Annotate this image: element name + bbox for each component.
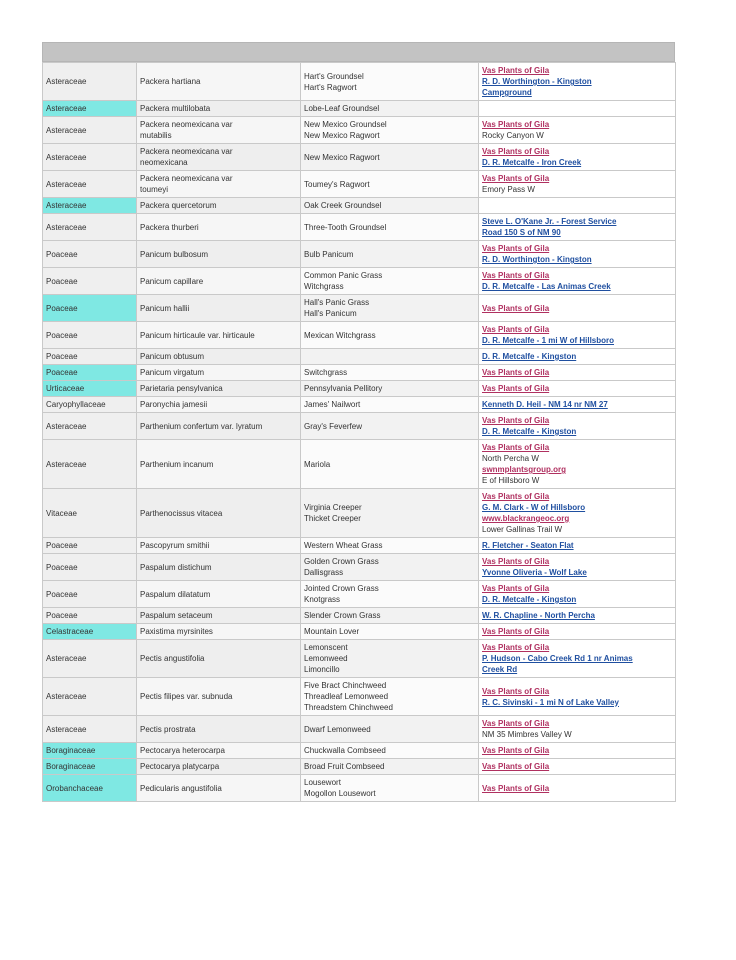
common-name-line: Common Panic Grass	[304, 271, 383, 280]
common-name-line: Three-Tooth Groundsel	[304, 222, 387, 232]
table-row	[43, 397, 676, 413]
common-name-cell	[301, 775, 479, 802]
common-name-cell	[301, 554, 479, 581]
common-name-cell	[301, 716, 479, 743]
family-cell: Asteraceae	[43, 716, 137, 743]
common-name-cell	[301, 608, 479, 624]
family-cell: Asteraceae	[43, 214, 137, 241]
reference-cell	[479, 640, 676, 678]
common-name-line: Threadleaf Lemonweed	[304, 692, 389, 701]
common-name-line: Oak Creek Groundsel	[304, 201, 382, 210]
table-row	[43, 295, 676, 322]
reference-cell	[479, 554, 676, 581]
reference-link[interactable]: Vas Plants of Gila	[482, 174, 550, 183]
family-cell: Asteraceae	[43, 440, 137, 489]
family-cell: Poaceae	[43, 554, 137, 581]
reference-link[interactable]: G. M. Clark - W of Hillsboro	[482, 503, 586, 512]
family-cell: Poaceae	[43, 241, 137, 268]
reference-cell	[479, 101, 676, 117]
table-row	[43, 624, 676, 640]
reference-link[interactable]: D. R. Metcalfe - Kingston	[482, 352, 577, 361]
reference-cell	[479, 581, 676, 608]
common-name-cell	[301, 144, 479, 171]
reference-link[interactable]: Creek Rd	[482, 665, 518, 674]
table-row	[43, 581, 676, 608]
reference-cell	[479, 198, 676, 214]
reference-cell	[479, 117, 676, 144]
table-row	[43, 144, 676, 171]
common-name-line: James' Nailwort	[304, 400, 361, 409]
scientific-name-line: Paxistima myrsinites	[140, 627, 213, 636]
scientific-name-cell	[137, 349, 301, 365]
scientific-name-line: Paspalum setaceum	[140, 611, 213, 620]
common-name-line: Hart's Ragwort	[304, 82, 357, 92]
reference-link[interactable]: Vas Plants of Gila	[482, 416, 550, 425]
scientific-name-cell	[137, 743, 301, 759]
table-row	[43, 198, 676, 214]
common-name-line: Lemonscent	[304, 643, 348, 652]
common-name-line: Slender Crown Grass	[304, 611, 381, 620]
scientific-name-cell	[137, 678, 301, 716]
table-row	[43, 63, 676, 101]
reference-cell	[479, 241, 676, 268]
family-cell: Vitaceae	[43, 489, 137, 538]
reference-link[interactable]: P. Hudson - Cabo Creek Rd 1 nr Animas	[482, 654, 633, 663]
table-row	[43, 413, 676, 440]
common-name-line: New Mexico Ragwort	[304, 131, 380, 140]
reference-cell	[479, 608, 676, 624]
reference-link[interactable]: Vas Plants of Gila	[482, 643, 550, 652]
family-cell: Asteraceae	[43, 144, 137, 171]
scientific-name-cell	[137, 214, 301, 241]
reference-link[interactable]: Yvonne Oliveria - Wolf Lake	[482, 568, 587, 577]
scientific-name-line: Parthenium confertum var. lyratum	[140, 421, 263, 431]
reference-link[interactable]: R. Fletcher - Seaton Flat	[482, 541, 574, 550]
reference-text: North Percha W	[482, 454, 539, 463]
reference-cell	[479, 381, 676, 397]
table-row	[43, 759, 676, 775]
reference-cell	[479, 413, 676, 440]
scientific-name-cell	[137, 489, 301, 538]
family-cell: Asteraceae	[43, 63, 137, 101]
reference-cell	[479, 538, 676, 554]
scientific-name-line: Paronychia jamesii	[140, 400, 208, 409]
common-name-cell	[301, 365, 479, 381]
reference-link[interactable]: Steve L. O'Kane Jr. - Forest Service	[482, 217, 617, 226]
table-row	[43, 538, 676, 554]
reference-link[interactable]: D. R. Metcalfe - Iron Creek	[482, 158, 582, 167]
reference-cell	[479, 63, 676, 101]
table-row	[43, 365, 676, 381]
table-row	[43, 678, 676, 716]
scientific-name-line: Panicum virgatum	[140, 368, 205, 377]
reference-cell	[479, 624, 676, 640]
reference-link[interactable]: Vas Plants of Gila	[482, 492, 550, 501]
family-cell: Asteraceae	[43, 678, 137, 716]
common-name-cell	[301, 268, 479, 295]
scientific-name-line: Paspalum distichum	[140, 562, 212, 572]
common-name-cell	[301, 198, 479, 214]
scientific-name-line: Panicum capillare	[140, 276, 204, 286]
reference-link[interactable]: www.blackrangeoc.org	[482, 514, 570, 523]
table-row	[43, 349, 676, 365]
reference-cell	[479, 144, 676, 171]
common-name-cell	[301, 538, 479, 554]
scientific-name-cell	[137, 117, 301, 144]
common-name-line: Hart's Groundsel	[304, 71, 364, 81]
common-name-line: Toumey's Ragwort	[304, 179, 370, 189]
common-name-cell	[301, 397, 479, 413]
reference-link[interactable]: Vas Plants of Gila	[482, 147, 550, 156]
family-cell: Poaceae	[43, 608, 137, 624]
species-table	[42, 62, 676, 802]
common-name-line: Gray's Feverfew	[304, 421, 362, 431]
reference-cell	[479, 716, 676, 743]
common-name-line: Jointed Crown Grass	[304, 584, 379, 593]
family-cell: Urticaceae	[43, 381, 137, 397]
table-row	[43, 743, 676, 759]
table-row	[43, 268, 676, 295]
common-name-line: Mountain Lover	[304, 627, 360, 636]
scientific-name-cell	[137, 640, 301, 678]
reference-cell	[479, 365, 676, 381]
reference-text: Rocky Canyon W	[482, 131, 544, 140]
table-row	[43, 775, 676, 802]
table-row	[43, 171, 676, 198]
scientific-name-line: Pectis filipes var. subnuda	[140, 692, 233, 701]
reference-link[interactable]: swnmplantsgroup.org	[482, 465, 566, 474]
reference-cell	[479, 489, 676, 538]
reference-link[interactable]: Vas Plants of Gila	[482, 746, 550, 755]
family-cell: Asteraceae	[43, 198, 137, 214]
reference-cell	[479, 349, 676, 365]
table-body	[43, 63, 676, 802]
reference-cell	[479, 322, 676, 349]
scientific-name-cell	[137, 241, 301, 268]
family-cell: Poaceae	[43, 538, 137, 554]
scientific-name-cell	[137, 198, 301, 214]
reference-cell	[479, 171, 676, 198]
reference-link[interactable]: R. D. Worthington - Kingston	[482, 77, 592, 86]
scientific-name-line: Panicum obtusum	[140, 352, 205, 361]
common-name-line: Hall's Panicum	[304, 309, 357, 318]
scientific-name-line: Packera neomexicana var	[140, 147, 233, 156]
reference-cell	[479, 295, 676, 322]
common-name-line: Broad Fruit Combseed	[304, 762, 385, 771]
scientific-name-cell	[137, 268, 301, 295]
scientific-name-line: Panicum hallii	[140, 303, 190, 313]
scientific-name-cell	[137, 365, 301, 381]
family-cell: Asteraceae	[43, 640, 137, 678]
scientific-name-line: Packera quercetorum	[140, 201, 217, 210]
common-name-line: Bulb Panicum	[304, 249, 354, 259]
reference-link[interactable]: Vas Plants of Gila	[482, 783, 550, 793]
common-name-cell	[301, 349, 479, 365]
scientific-name-cell	[137, 538, 301, 554]
reference-cell	[479, 397, 676, 413]
reference-link[interactable]: R. C. Sivinski - 1 mi N of Lake Valley	[482, 697, 619, 707]
scientific-name-cell	[137, 554, 301, 581]
reference-link[interactable]: Vas Plants of Gila	[482, 443, 550, 452]
reference-link[interactable]: Campground	[482, 88, 532, 97]
scientific-name-line: Packera neomexicana var	[140, 120, 233, 129]
scientific-name-line: Paspalum dilatatum	[140, 589, 211, 599]
scientific-name-line: Panicum bulbosum	[140, 249, 209, 259]
common-name-line: New Mexico Ragwort	[304, 152, 380, 162]
scientific-name-cell	[137, 624, 301, 640]
scientific-name-line: Packera multilobata	[140, 104, 211, 113]
table-row	[43, 440, 676, 489]
reference-text: Lower Gallinas Trail W	[482, 525, 563, 534]
reference-link[interactable]: D. R. Metcalfe - Las Animas Creek	[482, 282, 611, 291]
reference-link[interactable]: Vas Plants of Gila	[482, 368, 550, 377]
family-cell: Poaceae	[43, 581, 137, 608]
header-bar	[42, 42, 675, 62]
family-cell: Boraginaceae	[43, 759, 137, 775]
common-name-line: Golden Crown Grass	[304, 557, 379, 566]
family-cell: Asteraceae	[43, 171, 137, 198]
common-name-cell	[301, 743, 479, 759]
common-name-cell	[301, 214, 479, 241]
common-name-cell	[301, 678, 479, 716]
common-name-line: Witchgrass	[304, 282, 344, 291]
scientific-name-line: Parthenocissus vitacea	[140, 508, 223, 518]
common-name-line: Virginia Creeper	[304, 503, 362, 512]
scientific-name-line: Parthenium incanum	[140, 459, 214, 469]
reference-text: E of Hillsboro W	[482, 476, 540, 485]
common-name-cell	[301, 581, 479, 608]
scientific-name-line: Pectocarya heterocarpa	[140, 746, 225, 755]
reference-link[interactable]: Vas Plants of Gila	[482, 244, 550, 253]
scientific-name-cell	[137, 581, 301, 608]
common-name-line: Knotgrass	[304, 595, 341, 604]
common-name-cell	[301, 295, 479, 322]
table-row	[43, 322, 676, 349]
reference-cell	[479, 775, 676, 802]
common-name-line: Mogollon Lousewort	[304, 789, 376, 798]
common-name-cell	[301, 171, 479, 198]
scientific-name-cell	[137, 397, 301, 413]
reference-cell	[479, 268, 676, 295]
reference-text: Emory Pass W	[482, 185, 535, 194]
common-name-cell	[301, 640, 479, 678]
family-cell: Boraginaceae	[43, 743, 137, 759]
common-name-line: Lobe-Leaf Groundsel	[304, 104, 380, 113]
common-name-cell	[301, 101, 479, 117]
scientific-name-line: Parietaria pensylvanica	[140, 384, 223, 393]
reference-link[interactable]: Vas Plants of Gila	[482, 762, 550, 771]
table-row	[43, 241, 676, 268]
common-name-line: Thicket Creeper	[304, 514, 361, 523]
scientific-name-cell	[137, 716, 301, 743]
reference-cell	[479, 743, 676, 759]
reference-link[interactable]: Vas Plants of Gila	[482, 271, 550, 280]
scientific-name-cell	[137, 171, 301, 198]
family-cell: Asteraceae	[43, 101, 137, 117]
scientific-name-line: Packera neomexicana var	[140, 174, 233, 183]
reference-link[interactable]: Vas Plants of Gila	[482, 303, 550, 313]
scientific-name-cell	[137, 608, 301, 624]
common-name-line: Lousewort	[304, 778, 341, 787]
scientific-name-cell	[137, 381, 301, 397]
common-name-cell	[301, 489, 479, 538]
common-name-line: Mariola	[304, 459, 331, 469]
reference-cell	[479, 440, 676, 489]
reference-link[interactable]: W. R. Chapline - North Percha	[482, 611, 595, 620]
scientific-name-line: neomexicana	[140, 158, 188, 167]
common-name-line: Lemonweed	[304, 654, 348, 663]
reference-link[interactable]: Kenneth D. Heil - NM 14 nr NM 27	[482, 400, 608, 409]
scientific-name-cell	[137, 144, 301, 171]
family-cell: Poaceae	[43, 349, 137, 365]
scientific-name-cell	[137, 101, 301, 117]
reference-link[interactable]: Vas Plants of Gila	[482, 120, 550, 129]
reference-link[interactable]: R. D. Worthington - Kingston	[482, 255, 592, 264]
common-name-line: Pennsylvania Pellitory	[304, 384, 383, 393]
scientific-name-cell	[137, 322, 301, 349]
family-cell: Caryophyllaceae	[43, 397, 137, 413]
reference-cell	[479, 678, 676, 716]
scientific-name-cell	[137, 440, 301, 489]
reference-link[interactable]: D. R. Metcalfe - Kingston	[482, 427, 577, 436]
reference-link[interactable]: Vas Plants of Gila	[482, 557, 550, 566]
family-cell: Poaceae	[43, 322, 137, 349]
scientific-name-cell	[137, 295, 301, 322]
table-row	[43, 381, 676, 397]
table-row	[43, 117, 676, 144]
table-row	[43, 554, 676, 581]
table-row	[43, 608, 676, 624]
scientific-name-line: mutabilis	[140, 131, 172, 140]
common-name-line: Switchgrass	[304, 368, 348, 377]
scientific-name-cell	[137, 775, 301, 802]
reference-link[interactable]: Vas Plants of Gila	[482, 384, 550, 393]
scientific-name-line: toumeyi	[140, 185, 169, 194]
scientific-name-line: Pedicularis angustifolia	[140, 783, 222, 793]
scientific-name-line: Packera thurberi	[140, 222, 199, 232]
family-cell: Orobanchaceae	[43, 775, 137, 802]
common-name-line: Limoncillo	[304, 665, 340, 674]
reference-text: NM 35 Mimbres Valley W	[482, 730, 572, 739]
reference-link[interactable]: D. R. Metcalfe - 1 mi W of Hillsboro	[482, 336, 615, 345]
common-name-line: Western Wheat Grass	[304, 541, 383, 550]
table-row	[43, 716, 676, 743]
common-name-cell	[301, 381, 479, 397]
common-name-cell	[301, 440, 479, 489]
table-row	[43, 214, 676, 241]
common-name-cell	[301, 117, 479, 144]
common-name-line: New Mexico Groundsel	[304, 120, 387, 129]
scientific-name-line: Pectocarya platycarpa	[140, 762, 220, 771]
common-name-line: Chuckwalla Combseed	[304, 746, 386, 755]
scientific-name-line: Packera hartiana	[140, 77, 201, 86]
table-row	[43, 489, 676, 538]
scientific-name-line: Pectis angustifolia	[140, 654, 205, 663]
scientific-name-cell	[137, 413, 301, 440]
family-cell: Poaceae	[43, 268, 137, 295]
family-cell: Celastraceae	[43, 624, 137, 640]
common-name-line: Five Bract Chinchweed	[304, 681, 387, 690]
common-name-cell	[301, 63, 479, 101]
family-cell: Asteraceae	[43, 413, 137, 440]
common-name-cell	[301, 759, 479, 775]
common-name-cell	[301, 241, 479, 268]
reference-link[interactable]: Vas Plants of Gila	[482, 719, 550, 728]
reference-link[interactable]: Vas Plants of Gila	[482, 627, 550, 636]
reference-cell	[479, 759, 676, 775]
scientific-name-line: Pascopyrum smithii	[140, 541, 210, 550]
scientific-name-cell	[137, 63, 301, 101]
family-cell: Poaceae	[43, 365, 137, 381]
reference-link[interactable]: D. R. Metcalfe - Kingston	[482, 595, 577, 604]
scientific-name-line: Panicum hirticaule var. hirticaule	[140, 330, 255, 340]
table-row	[43, 640, 676, 678]
common-name-line: Dwarf Lemonweed	[304, 724, 371, 734]
reference-link[interactable]: Vas Plants of Gila	[482, 66, 550, 75]
common-name-cell	[301, 624, 479, 640]
reference-link[interactable]: Vas Plants of Gila	[482, 325, 550, 334]
family-cell: Asteraceae	[43, 117, 137, 144]
common-name-line: Dallisgrass	[304, 568, 344, 577]
scientific-name-cell	[137, 759, 301, 775]
reference-link[interactable]: Road 150 S of NM 90	[482, 228, 561, 237]
reference-link[interactable]: Vas Plants of Gila	[482, 686, 550, 696]
table-row	[43, 101, 676, 117]
common-name-line: Threadstem Chinchweed	[304, 703, 393, 712]
reference-link[interactable]: Vas Plants of Gila	[482, 584, 550, 593]
common-name-cell	[301, 322, 479, 349]
common-name-line: Hall's Panic Grass	[304, 298, 370, 307]
common-name-line: Mexican Witchgrass	[304, 330, 376, 340]
family-cell: Poaceae	[43, 295, 137, 322]
scientific-name-line: Pectis prostrata	[140, 724, 196, 734]
common-name-cell	[301, 413, 479, 440]
species-sheet	[42, 42, 675, 802]
reference-cell	[479, 214, 676, 241]
